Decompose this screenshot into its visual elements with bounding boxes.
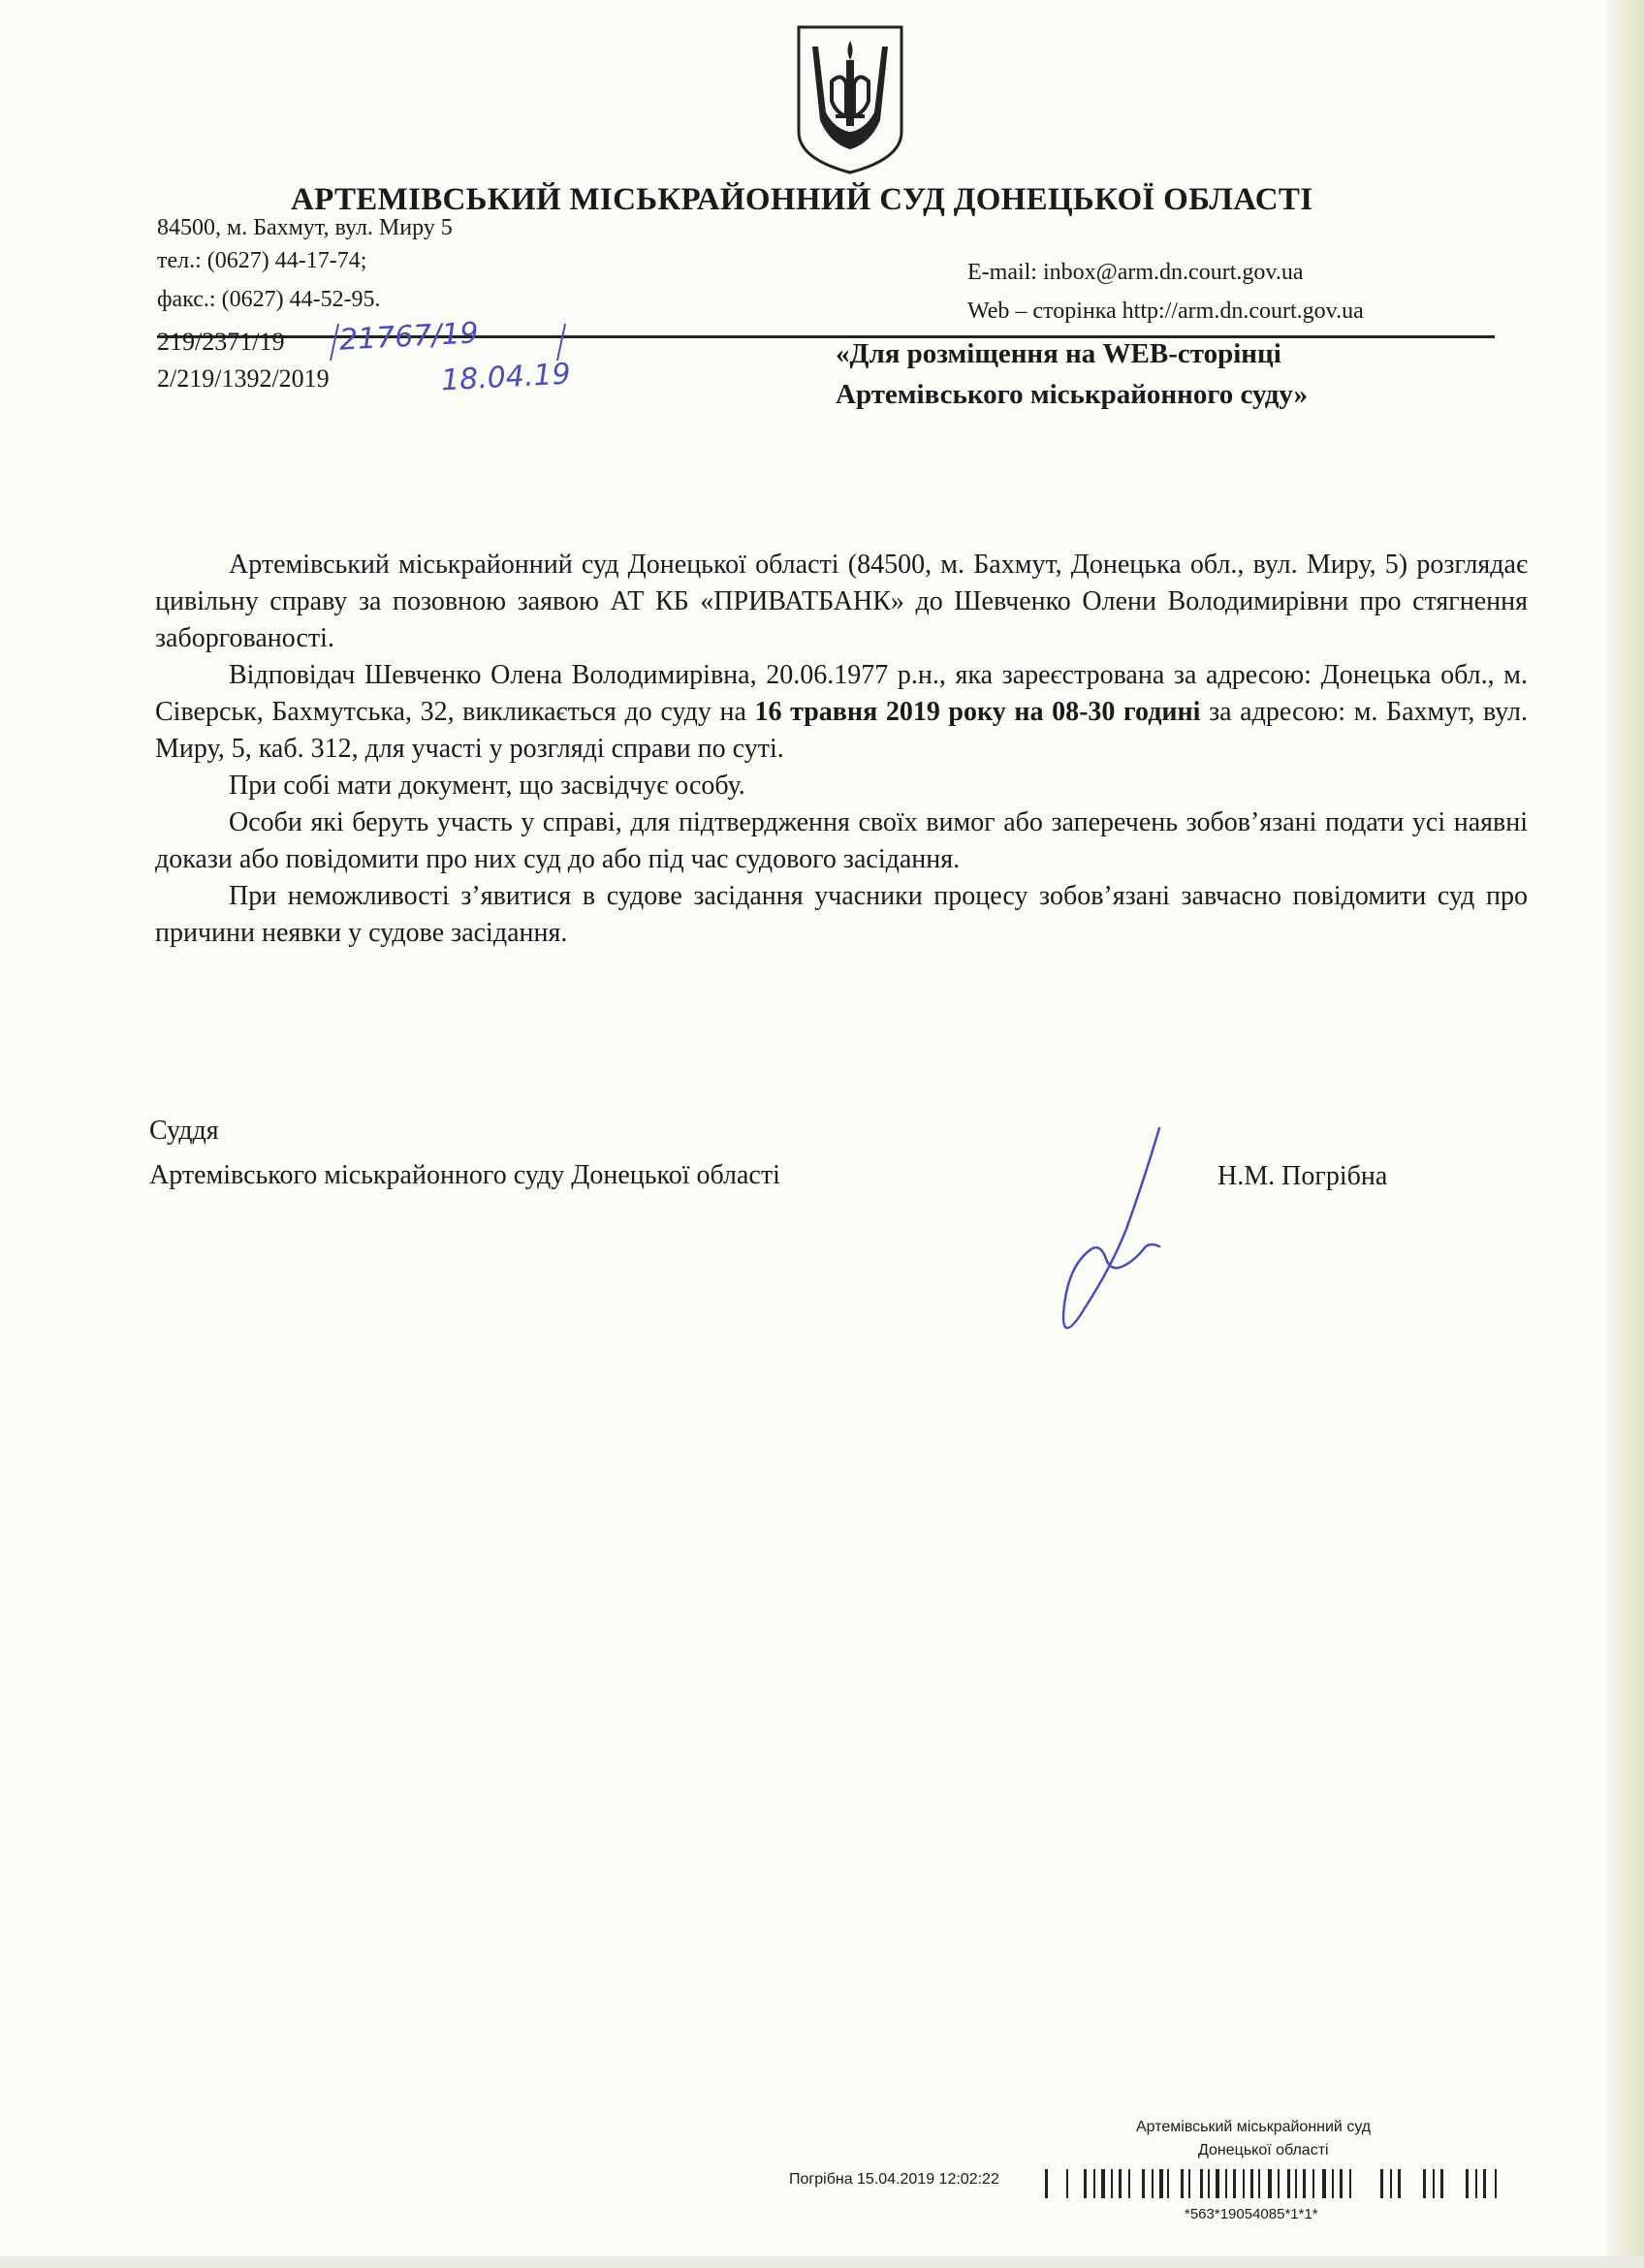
case-number: 219/2371/19 [157,328,285,356]
scan-edge-bottom [0,2256,1644,2268]
paragraph-absence: При неможливості з’явитися в судове засідання учасники процесу зобов’язані завчасно повідомити суд про причини неявки у судове засідання. [155,881,1528,948]
barcode-number: *563*19054085*1*1* [1185,2206,1318,2222]
paragraph-id: При собі мати документ, що засвідчує особу. [229,771,745,801]
coat-of-arms-icon [793,23,907,176]
court-website: Web – сторінка http://arm.dn.court.gov.ua [967,299,1364,324]
court-address: 84500, м. Бахмут, вул. Миру 5 [157,215,453,240]
defendant-text: Відповідач Шевченко Олена Володимирівна, 20.06.1977 р.н., яка зареєстрована за адресою: Донецька обл., м. Сіверськ, Бахмутська, 32, викликається до суду на [155,660,1528,727]
web-note-line-1: «Для розміщення на WEB-сторінці [836,338,1281,369]
judge-block [149,1109,780,1198]
paragraph-evidence: Особи які беруть участь у справі, для підтвердження своїх вимог або заперечень зобов’язані подати усі наявні докази або повідомити про них суд до або під час судового засідання. [155,807,1528,874]
handwritten-registration-number: 21767/19 [338,316,480,358]
web-publication-note [836,333,1308,415]
paragraph-defendant [155,657,1528,768]
court-fax: факс.: (0627) 44-52-95. [157,287,381,312]
hearing-address: за адресою: м. Бахмут, вул. Миру, 5, каб. 312, для участі у розгляді справи по суті. [155,697,1528,764]
scan-edge [1605,0,1644,2268]
signature-timestamp: Погрібна 15.04.2019 12:02:22 [789,2171,999,2188]
stamp-court-line-2: Донецької області [1198,2142,1329,2158]
paragraph-case: Артемівський міськрайонний суд Донецької області (84500, м. Бахмут, Донецька обл., вул. Миру, 5) розглядає цивільну справу за позовною заявою АТ КБ «ПРИВАТБАНК» до Шевченко Олени Володимирівни про стягнення заборгованості. [155,550,1528,653]
hearing-date: 16 травня 2019 року на 08-30 годині [754,697,1201,727]
judge-court: Артемівського міськрайонного суду Донецької області [149,1160,780,1190]
web-note-line-2: Артемівського міськрайонного суду» [836,379,1309,410]
proceeding-number: 2/219/1392/2019 [157,364,330,393]
handwritten-date: 18.04.19 [440,357,572,398]
court-email: E-mail: inbox@arm.dn.court.gov.ua [967,260,1304,285]
court-phone: тел.: (0627) 44-17-74; [157,248,367,273]
stamp-court-line-1: Артемівський міськрайонний суд [1136,2119,1372,2135]
judge-title: Суддя [149,1116,219,1146]
court-name: АРТЕМІВСЬКИЙ МІСЬКРАЙОННИЙ СУД ДОНЕЦЬКОЇ ОБЛАСТІ [291,182,1313,217]
summons-body [155,547,1528,952]
handwritten-signature [1018,1122,1212,1345]
document-barcode [1045,2167,1510,2204]
judge-name: Н.М. Погрібна [1217,1161,1388,1191]
